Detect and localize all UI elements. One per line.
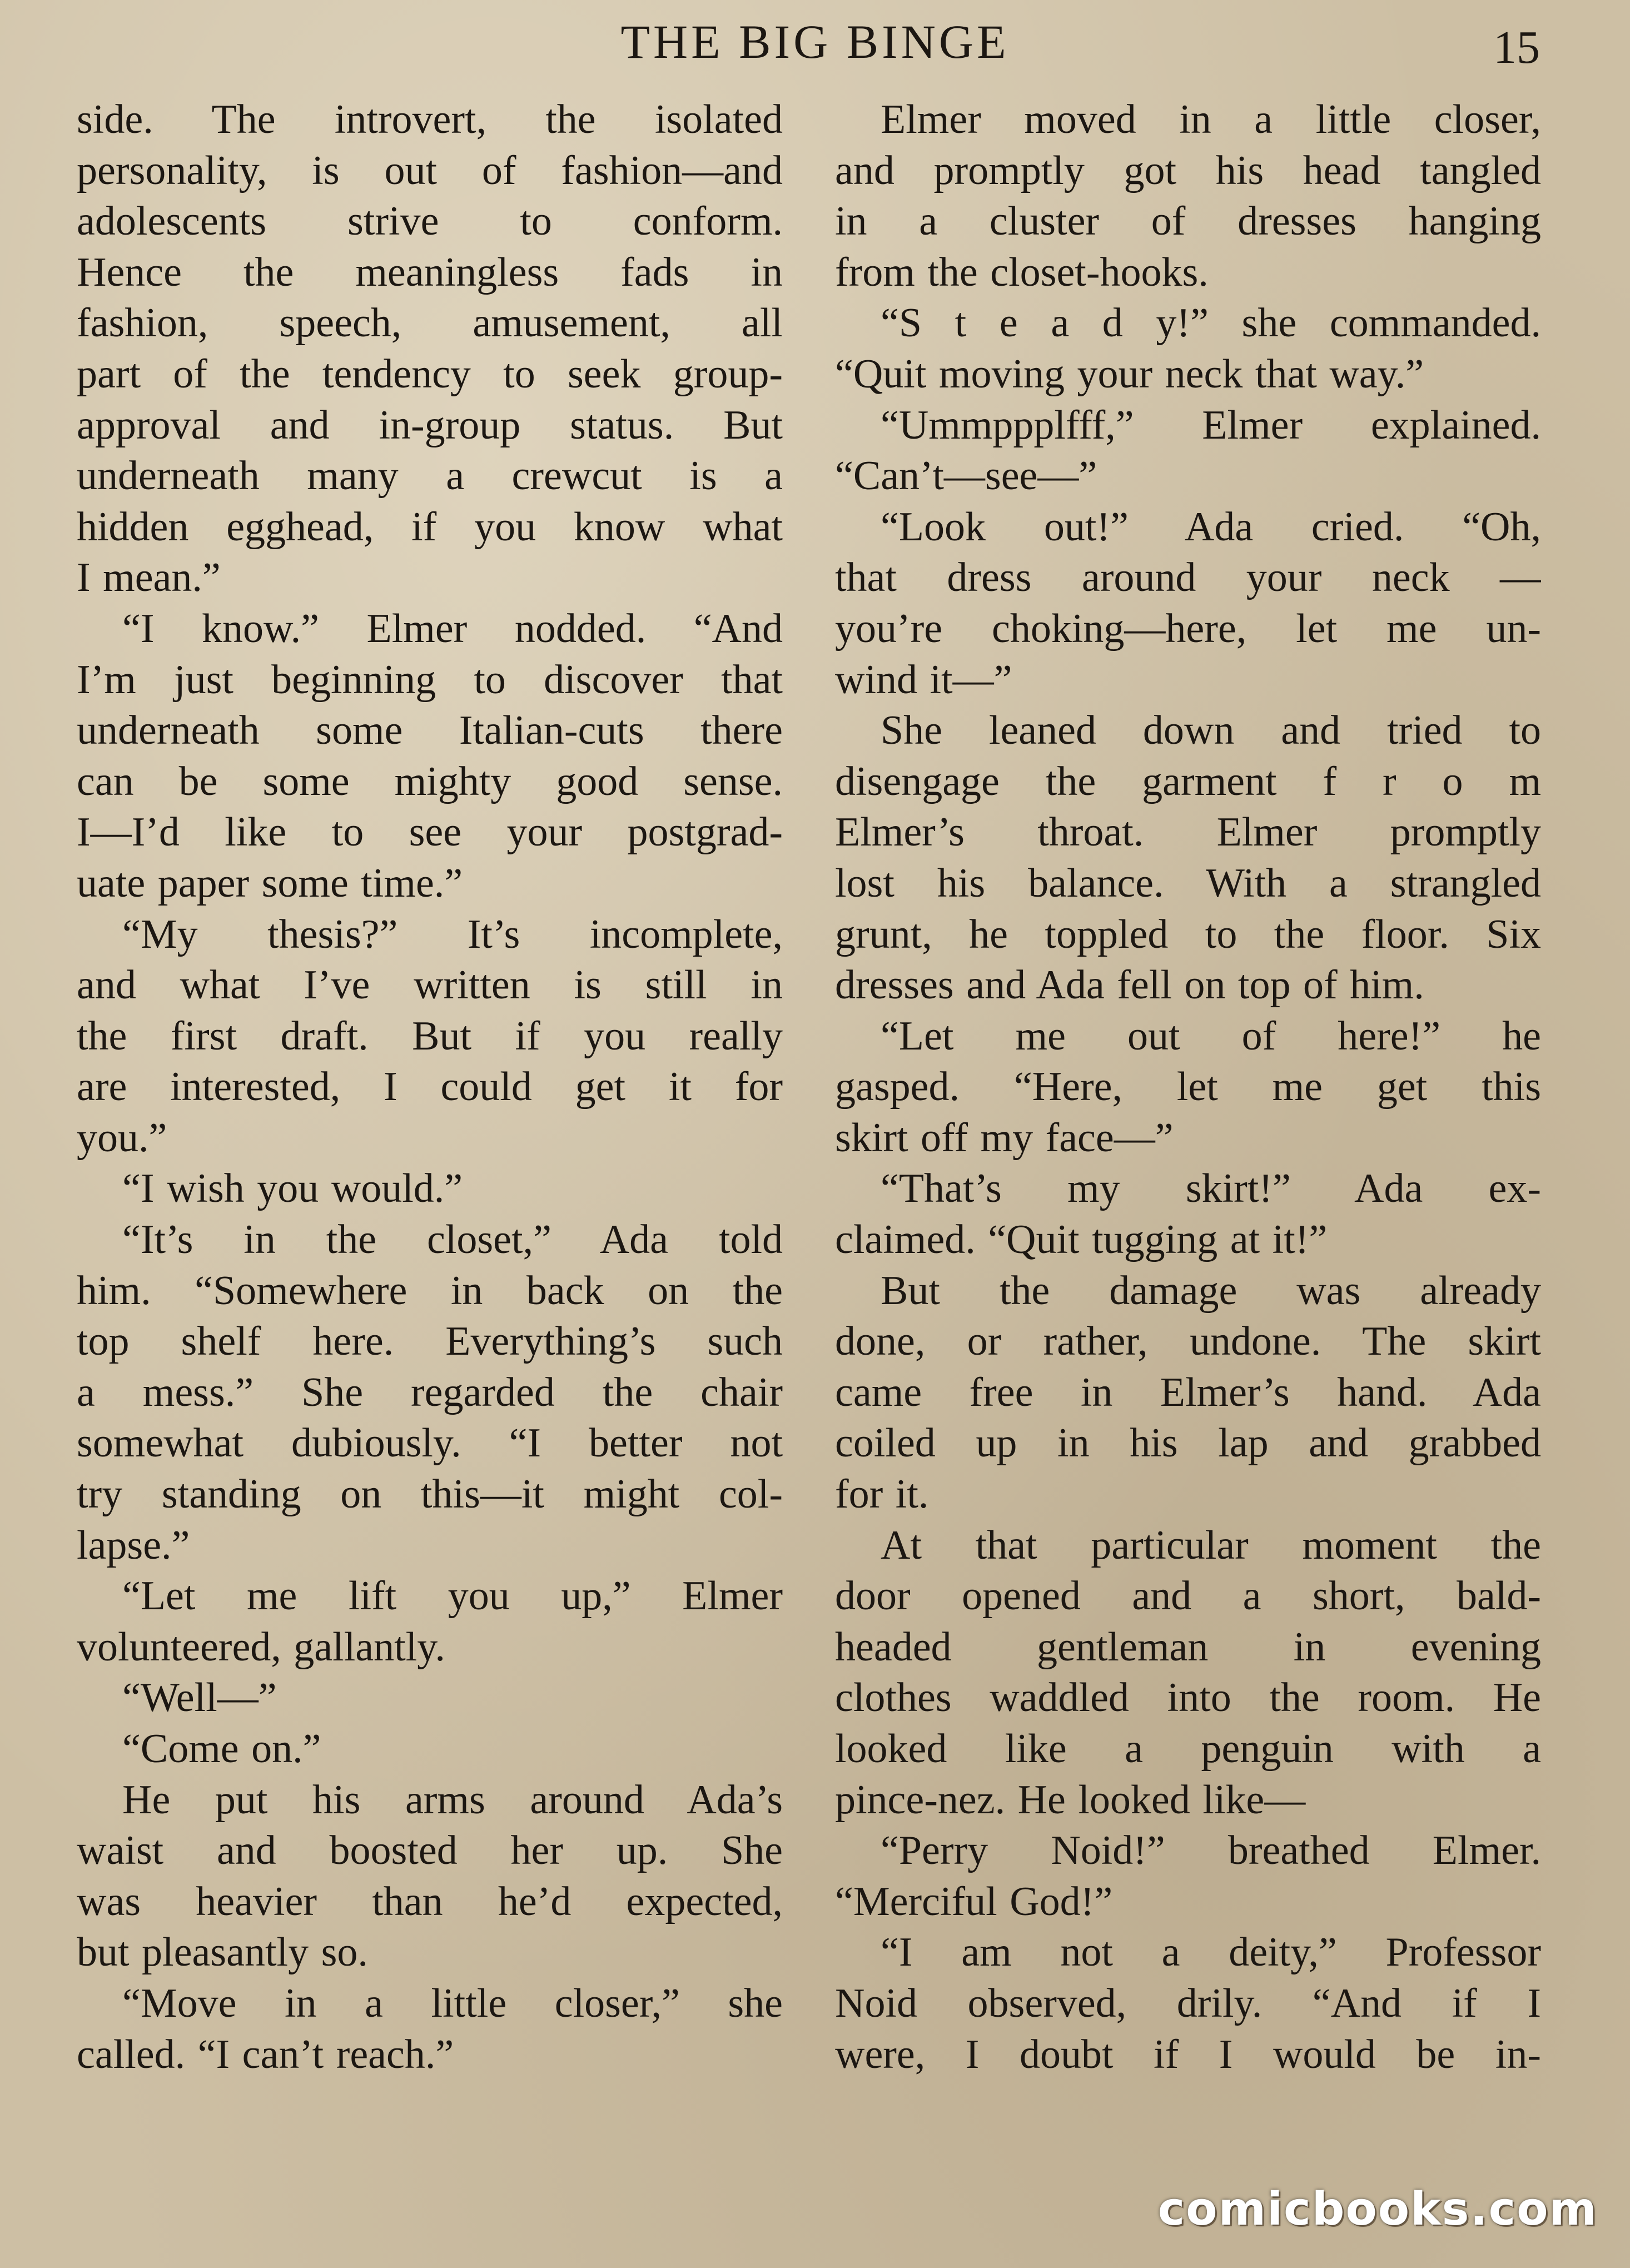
text-line: “My thesis?” It’s incomplete, (122, 911, 783, 957)
text-line: from the closet-hooks. (835, 249, 1209, 295)
text-line: were, I doubt if I would be in- (835, 2031, 1541, 2077)
page-number: 15 (1493, 22, 1540, 73)
text-line: She leaned down and tried to (881, 708, 1541, 754)
text-line: you’re choking—here, let me un- (835, 605, 1541, 651)
text-line: “Ummppplfff,” Elmer explained. (881, 402, 1541, 448)
text-line: “Perry Noid!” breathed Elmer. (881, 1828, 1541, 1874)
text-line: “Well—” (122, 1675, 277, 1721)
text-line: lost his balance. With a strangled (835, 860, 1541, 906)
page-header (0, 10, 1630, 77)
text-line: At that particular moment the (881, 1522, 1541, 1568)
text-line: done, or rather, undone. The skirt (835, 1319, 1541, 1365)
text-line: a mess.” She regarded the chair (77, 1369, 783, 1415)
text-line: for it. (835, 1471, 929, 1518)
text-line: claimed. “Quit tugging at it!” (835, 1217, 1328, 1263)
text-line: pince-nez. He looked like— (835, 1777, 1306, 1823)
text-line: personality, is out of fashion—and (77, 147, 783, 193)
text-line: came free in Elmer’s hand. Ada (835, 1369, 1541, 1415)
text-line: top shelf here. Everything’s such (77, 1319, 783, 1365)
text-line: skirt off my face—” (835, 1115, 1174, 1161)
text-line: underneath many a crewcut is a (77, 453, 783, 499)
text-line: “Let me out of here!” he (881, 1013, 1541, 1059)
text-line: I’m just beginning to discover that (77, 656, 783, 703)
text-line: “Move in a little closer,” she (122, 1980, 783, 2026)
text-line: but pleasantly so. (77, 1929, 368, 1976)
text-line: approval and in-group status. But (77, 402, 783, 448)
text-line: headed gentleman in evening (835, 1624, 1541, 1670)
text-line: was heavier than he’d expected, (77, 1878, 783, 1924)
text-line: “Quit moving your neck that way.” (835, 351, 1424, 397)
text-line: try standing on this—it might col- (77, 1471, 783, 1518)
text-line: disengage the garment f r o m (835, 758, 1541, 804)
text-line: him. “Somewhere in back on the (77, 1267, 783, 1314)
text-line: clothes waddled into the room. He (835, 1675, 1541, 1721)
text-line: “I am not a deity,” Professor (881, 1929, 1541, 1976)
text-line: “Come on.” (122, 1726, 321, 1772)
text-line: hidden egghead, if you know what (77, 504, 783, 550)
text-line: gasped. “Here, let me get this (835, 1064, 1541, 1110)
right-text-column (835, 94, 1541, 2162)
text-line: somewhat dubiously. “I better not (77, 1420, 783, 1466)
text-line: “Look out!” Ada cried. “Oh, (881, 504, 1541, 550)
text-line: underneath some Italian-cuts there (77, 708, 783, 754)
running-title: THE BIG BINGE (620, 15, 1010, 68)
text-line: uate paper some time.” (77, 860, 463, 906)
text-line: called. “I can’t reach.” (77, 2031, 454, 2077)
text-line: are interested, I could get it for (77, 1064, 783, 1110)
text-line: “Merciful God!” (835, 1878, 1113, 1924)
text-line: Noid observed, drily. “And if I (835, 1980, 1541, 2026)
text-line: and promptly got his head tangled (835, 147, 1541, 193)
text-line: you.” (77, 1115, 167, 1161)
text-line: side. The introvert, the isolated (77, 97, 783, 142)
text-line: Hence the meaningless fads in (77, 249, 783, 295)
text-line: adolescents strive to conform. (77, 198, 783, 245)
text-line: door opened and a short, bald- (835, 1573, 1541, 1619)
text-line: volunteered, gallantly. (77, 1624, 445, 1670)
text-line: lapse.” (77, 1522, 190, 1568)
text-line: waist and boosted her up. She (77, 1828, 783, 1874)
text-line: Elmer’s throat. Elmer promptly (835, 809, 1541, 856)
text-line: can be some mighty good sense. (77, 758, 783, 804)
text-line: He put his arms around Ada’s (122, 1777, 783, 1823)
text-line: part of the tendency to seek group- (77, 351, 783, 397)
text-line: that dress around your neck — (835, 555, 1541, 601)
text-line: “Let me lift you up,” Elmer (122, 1573, 783, 1619)
text-line: looked like a penguin with a (835, 1726, 1541, 1772)
text-line: coiled up in his lap and grabbed (835, 1420, 1541, 1466)
text-line: grunt, he toppled to the floor. Six (835, 911, 1541, 957)
text-line: “It’s in the closet,” Ada told (122, 1217, 783, 1263)
text-line: wind it—” (835, 656, 1012, 703)
text-line: fashion, speech, amusement, all (77, 300, 783, 346)
text-line: “That’s my skirt!” Ada ex- (881, 1166, 1541, 1212)
text-line: and what I’ve written is still in (77, 962, 783, 1008)
text-line: dresses and Ada fell on top of him. (835, 962, 1424, 1008)
text-line: “S t e a d y!” she commanded. (881, 300, 1541, 346)
text-line: I—I’d like to see your postgrad- (77, 809, 783, 856)
text-line: I mean.” (77, 555, 221, 601)
text-line: “I wish you would.” (122, 1166, 463, 1212)
text-line: Elmer moved in a little closer, (881, 97, 1541, 142)
text-line: in a cluster of dresses hanging (835, 198, 1541, 245)
watermark: comicbooks.com (1157, 2183, 1598, 2236)
text-line: “Can’t—see—” (835, 453, 1097, 499)
text-line: the first draft. But if you really (77, 1013, 783, 1059)
text-line: “I know.” Elmer nodded. “And (122, 605, 783, 651)
left-text-column (77, 94, 783, 2162)
text-line: But the damage was already (881, 1267, 1541, 1314)
